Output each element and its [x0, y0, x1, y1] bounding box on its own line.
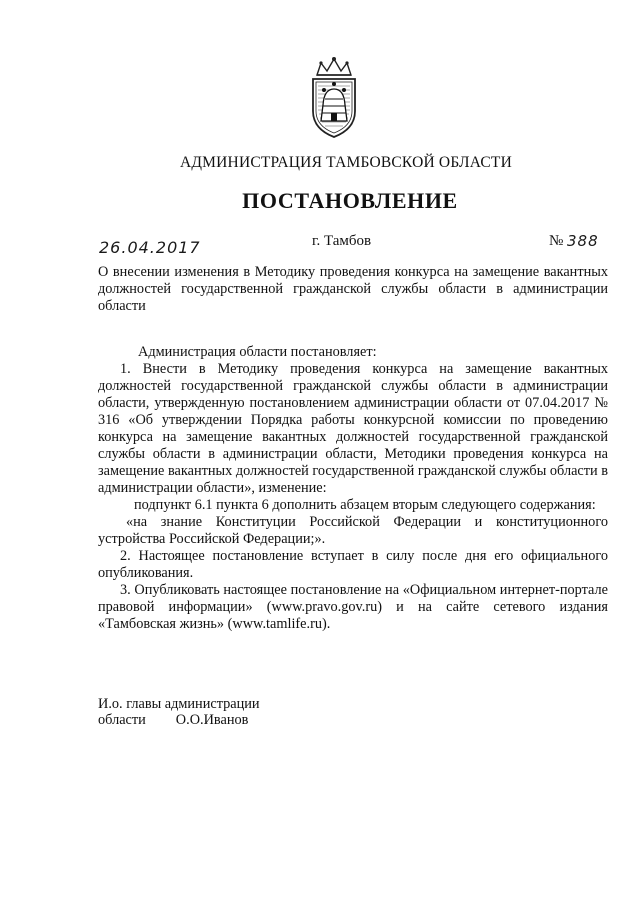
- clause-2-paragraph: 2. Настоящее постановление вступает в силу после дня его официального опубликования.: [98, 548, 608, 581]
- document-subject: [98, 264, 608, 315]
- clause-1-paragraph: 1. Внести в Методику проведения конкурса на замещение вакантных должностей государственной гражданской службы области в администрации области, утвержденную постановлением администрации области от 07.04.2017 № 316 «Об утверждении Порядка работы конкурсной комиссии по проведению конкурса на замещение вакантных должностей государственной гражданской службы области в администрации области, Методики проведения конкурса на замещение вакантных должностей государственной гражданской службы области в администрации области», изменение:: [98, 361, 609, 496]
- signatory-title-line2: области: [98, 712, 146, 728]
- organization-name: АДМИНИСТРАЦИЯ ТАМБОВСКОЙ ОБЛАСТИ: [180, 154, 512, 171]
- signatory-title: И.о. главы администрации: [98, 696, 260, 712]
- preamble-paragraph: Администрация области постановляет:: [138, 344, 377, 360]
- document-number: 388: [567, 232, 599, 250]
- document-type-title: ПОСТАНОВЛЕНИЕ: [242, 188, 458, 213]
- document-body: [98, 344, 608, 633]
- document-number-label: №: [549, 233, 564, 249]
- subclause-paragraph: подпункт 6.1 пункта 6 дополнить абзацем вторым следующего содержания:: [134, 497, 596, 513]
- clause-3-paragraph: 3. Опубликовать настоящее постановление на «Официальном интернет-портале правовой информации» (www.pravo.gov.ru) и на сайте сетевого издания «Тамбовская жизнь» (www.tamlife.ru).: [98, 582, 608, 632]
- document-date: 26.04.2017: [99, 238, 201, 257]
- coat-of-arms-icon: [303, 55, 365, 139]
- document-city: г. Тамбов: [312, 233, 372, 249]
- subject-text: О внесении изменения в Методику проведения конкурса на замещение вакантных должностей государственной гражданской службы области в администрации области: [98, 264, 608, 314]
- quoted-addition-paragraph: «на знание Конституции Российской Федерации и конституционного устройства Российской Федерации;».: [98, 514, 608, 547]
- signatory-line-2: [98, 712, 260, 728]
- signatory-name: О.О.Иванов: [175, 712, 249, 728]
- signature-block: [98, 696, 260, 728]
